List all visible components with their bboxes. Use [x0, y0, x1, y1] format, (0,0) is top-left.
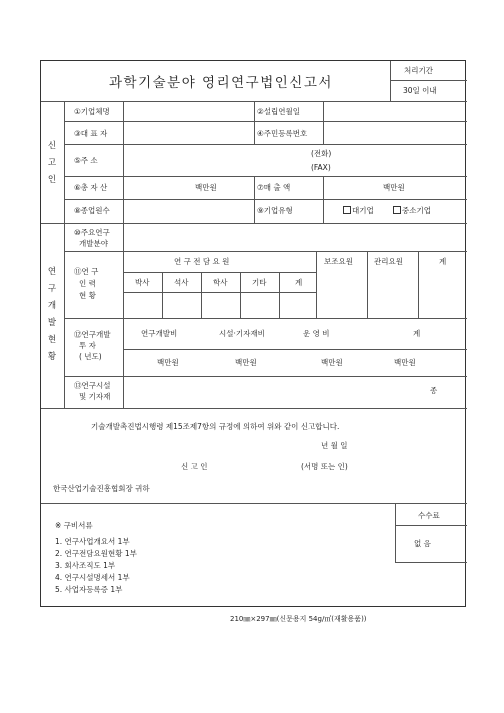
total-assets-unit: 백만원: [195, 183, 217, 192]
personnel-total-header: 계: [439, 257, 447, 266]
established-date-label: ②설립연월일: [257, 107, 300, 116]
fee-value: 없 음: [414, 539, 431, 548]
invest-operation-header: 운 영 비: [303, 329, 330, 338]
degree-bachelor: 학사: [213, 278, 228, 287]
total-assets-label: ⑥총 자 산: [74, 183, 108, 192]
facilities-field[interactable]: [125, 378, 425, 406]
established-date-field[interactable]: [325, 103, 465, 120]
invest-rnd-unit: 백만원: [157, 358, 179, 367]
invest-total-unit: 백만원: [394, 358, 416, 367]
personnel-label-2: 인 력: [79, 279, 96, 288]
recipient: 한국산업기술진흥협회장 귀하: [53, 484, 150, 493]
report-form: [40, 60, 466, 607]
main-field-label-1: ⑩주요연구: [74, 228, 110, 237]
processing-period-label: 처리기간: [404, 66, 433, 75]
company-name-label: ①기업체명: [74, 107, 110, 116]
signature-label: (서명 또는 인): [301, 462, 348, 471]
resident-no-label: ④주민등록번호: [257, 129, 308, 138]
invest-facility-header: 시설·기자재비: [219, 329, 265, 338]
main-field-input[interactable]: [125, 225, 465, 249]
admin-staff-header: 관리요원: [374, 257, 403, 266]
paper-spec-footer: 210㎜×297㎜(신문용지 54g/㎡(재활용품)): [230, 615, 367, 623]
type-large-option[interactable]: 대기업: [343, 206, 374, 215]
attachment-item: 2. 연구전담요원현황 1부: [55, 549, 137, 558]
reporter-name-field[interactable]: [231, 459, 291, 473]
invest-facility-unit: 백만원: [235, 358, 257, 367]
degree-total: 계: [295, 278, 303, 287]
revenue-unit: 백만원: [383, 183, 405, 192]
facilities-label-2: 및 기자재: [79, 392, 111, 401]
section-label-research: 연 구 개 발 현 황: [47, 267, 57, 362]
company-type-label: ⑨기업유형: [257, 206, 293, 215]
representative-field[interactable]: [125, 123, 252, 143]
large-company-checkbox[interactable]: [343, 206, 351, 214]
declaration-statement: 기술개발촉진법시행령 제15조제7항의 규정에 의하여 위와 같이 신고합니다.: [91, 422, 340, 431]
fee-label: 수수료: [418, 511, 440, 520]
type-small-option[interactable]: 중소기업: [393, 206, 431, 215]
investment-label-2: 투 자: [79, 341, 96, 350]
degree-phd: 박사: [135, 278, 150, 287]
revenue-label: ⑦매 출 액: [257, 183, 291, 192]
address-field[interactable]: [125, 146, 305, 174]
attachments-heading: ※ 구비서류: [55, 521, 93, 530]
main-field-label-2: 개발분야: [79, 239, 108, 248]
form-title: 과학기술분야 영리연구법인신고서: [109, 75, 333, 91]
representative-label: ③대 표 자: [74, 129, 108, 138]
section-label-reporter: 신 고 인: [47, 141, 57, 185]
invest-rnd-header: 연구개발비: [141, 329, 178, 338]
invest-operation-unit: 백만원: [321, 358, 343, 367]
attachment-item: 1. 연구사업개요서 1부: [55, 537, 130, 546]
investment-label-3: ( 년도): [79, 352, 102, 361]
assistant-staff-header: 보조요원: [324, 257, 353, 266]
invest-total-header: 계: [413, 329, 421, 338]
company-name-field[interactable]: [125, 103, 252, 120]
degree-other: 기타: [252, 278, 267, 287]
degree-master: 석사: [174, 278, 189, 287]
declaration-date: 년 월 일: [321, 441, 348, 450]
processing-period-value: 30일 이내: [403, 86, 437, 95]
reporter-label: 신 고 인: [181, 462, 208, 471]
employees-field[interactable]: [125, 201, 252, 221]
facilities-label-1: ⑬연구시설: [74, 381, 111, 390]
small-company-checkbox[interactable]: [393, 206, 401, 214]
employees-label: ⑧종업원수: [74, 206, 110, 215]
dedicated-staff-header: 연 구 전 담 요 원: [174, 257, 230, 266]
phone-label: (전화): [311, 149, 332, 158]
facilities-unit: 종: [430, 386, 438, 395]
attachment-item: 5. 사업자등록증 1부: [55, 585, 123, 594]
address-label: ⑤주 소: [74, 156, 98, 165]
fax-label: (FAX): [311, 163, 331, 172]
attachment-item: 4. 연구시설명세서 1부: [55, 573, 130, 582]
personnel-label-3: 현 황: [79, 291, 96, 300]
attachment-item: 3. 회사조직도 1부: [55, 561, 116, 570]
investment-label-1: ⑫연구개발: [74, 330, 111, 339]
personnel-label-1: ⑪연 구: [74, 267, 99, 276]
resident-no-field[interactable]: [325, 123, 465, 143]
